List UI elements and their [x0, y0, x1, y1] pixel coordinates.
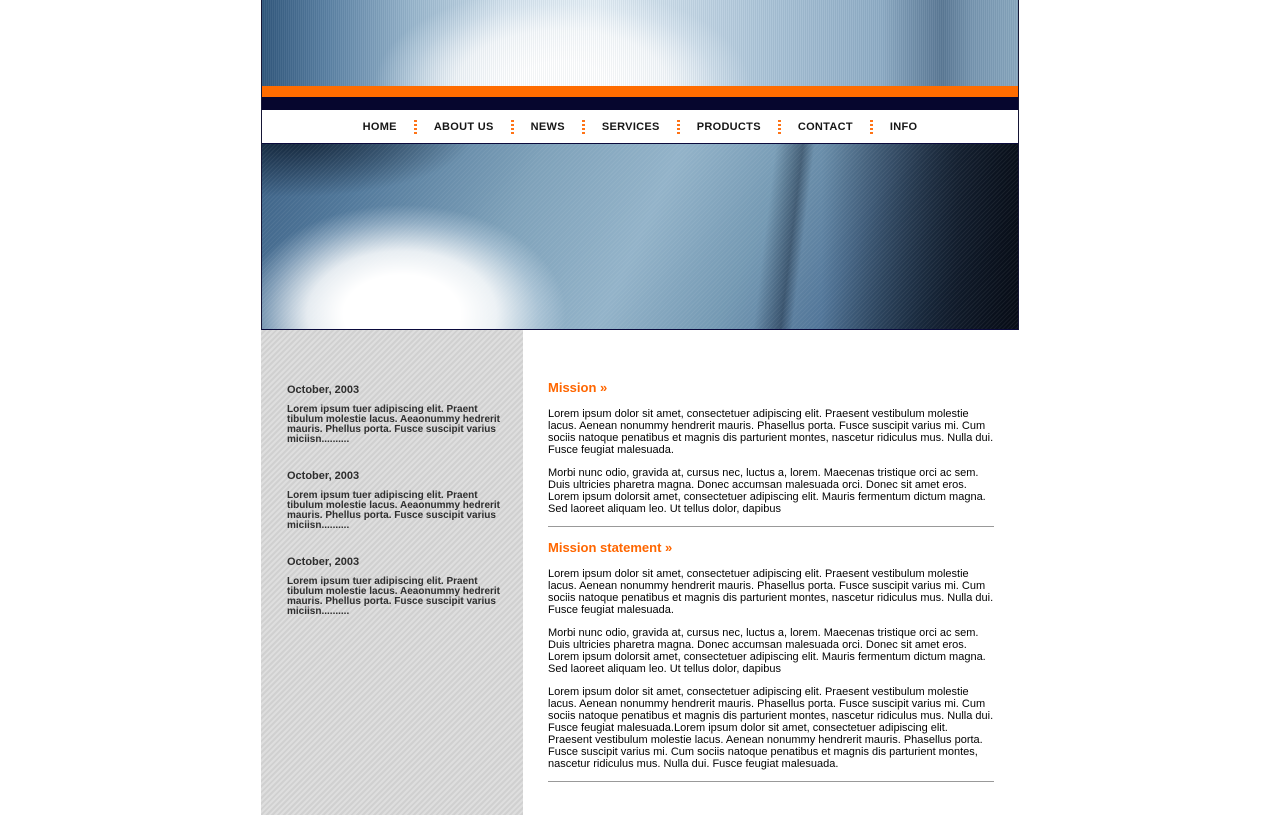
news-text: Lorem ipsum tuer adipiscing elit. Praent tibulum molestie lacus. Aeaonummy hedrerit mauris. Phellus porta. Fusce suscipit varius miciisn..........: [287, 404, 501, 445]
divider: [548, 526, 994, 527]
news-text: Lorem ipsum tuer adipiscing elit. Praent tibulum molestie lacus. Aeaonummy hedrerit mauris. Phellus porta. Fusce suscipit varius miciisn..........: [287, 490, 501, 531]
section-mission-statement: [548, 540, 994, 782]
news-entry: [287, 384, 501, 445]
nav-item-services[interactable]: SERVICES: [601, 120, 660, 133]
news-date: October, 2003: [287, 470, 360, 482]
nav-item-contact[interactable]: CONTACT: [797, 120, 853, 133]
nav-item-home[interactable]: HOME: [362, 120, 397, 133]
section-heading-mission: Mission »: [548, 380, 608, 395]
paragraph: Morbi nunc odio, gravida at, cursus nec, luctus a, lorem. Maecenas tristique orci ac sem. Duis ultricies pharetra magna. Donec accumsan malesuada orci. Donec sit amet eros. Lorem ipsum dolorsit amet, consectetuer adipiscing elit. Mauris fermentum dictum magna. Sed laoreet aliquam leo. Ut tellus dolor, dapibus: [548, 627, 986, 675]
nav-item-products[interactable]: PRODUCTS: [696, 120, 761, 133]
navy-stripe: [262, 97, 1018, 110]
page: [261, 0, 1019, 815]
nav-item-info[interactable]: INFO: [889, 120, 918, 133]
paragraph: Lorem ipsum dolor sit amet, consectetuer adipiscing elit. Praesent vestibulum molestie lacus. Aenean nonummy hendrerit mauris. Phasellus porta. Fusce suscipit varius mi. Cum sociis natoque penatibus et magnis dis parturient montes, nascetur ridiculus mus. Nulla dui. Fusce feugiat malesuada.Lorem ipsum dolor sit amet, consectetuer adipiscing elit. Praesent vestibulum molestie lacus. Aenean nonummy hendrerit mauris. Phasellus porta. Fusce suscipit varius mi. Cum sociis natoque penatibus et magnis dis parturient montes, nascetur ridiculus mus. Nulla dui. Fusce feugiat malesuada.: [548, 686, 994, 770]
news-text: Lorem ipsum tuer adipiscing elit. Praent tibulum molestie lacus. Aeaonummy hedrerit mauris. Phellus porta. Fusce suscipit varius miciisn..........: [287, 576, 501, 617]
main-content: [523, 330, 1019, 815]
header: [261, 0, 1019, 330]
main-nav: [262, 110, 1018, 143]
section-mission: [548, 380, 994, 527]
section-heading-mission-statement: Mission statement »: [548, 540, 673, 555]
nav-item-about-us[interactable]: ABOUT US: [433, 120, 494, 133]
news-entry: [287, 470, 501, 531]
hero-image: [262, 143, 1018, 330]
paragraph: Morbi nunc odio, gravida at, cursus nec, luctus a, lorem. Maecenas tristique orci ac sem. Duis ultricies pharetra magna. Donec accumsan malesuada orci. Donec sit amet eros. Lorem ipsum dolorsit amet, consectetuer adipiscing elit. Mauris fermentum dictum magna. Sed laoreet aliquam leo. Ut tellus dolor, dapibus: [548, 467, 986, 515]
news-date: October, 2003: [287, 384, 360, 396]
divider: [548, 781, 994, 782]
content: [261, 330, 1019, 815]
nav-item-news[interactable]: NEWS: [530, 120, 565, 133]
sidebar: [261, 330, 523, 815]
paragraph: Lorem ipsum dolor sit amet, consectetuer adipiscing elit. Praesent vestibulum molestie lacus. Aenean nonummy hendrerit mauris. Phasellus porta. Fusce suscipit varius mi. Cum sociis natoque penatibus et magnis dis parturient montes, nascetur ridiculus mus. Nulla dui. Fusce feugiat malesuada.: [548, 408, 994, 456]
orange-stripe: [262, 86, 1018, 97]
news-entry: [287, 556, 501, 617]
header-banner-image: [262, 0, 1018, 86]
news-date: October, 2003: [287, 556, 360, 568]
paragraph: Lorem ipsum dolor sit amet, consectetuer adipiscing elit. Praesent vestibulum molestie lacus. Aenean nonummy hendrerit mauris. Phasellus porta. Fusce suscipit varius mi. Cum sociis natoque penatibus et magnis dis parturient montes, nascetur ridiculus mus. Nulla dui. Fusce feugiat malesuada.: [548, 568, 994, 616]
